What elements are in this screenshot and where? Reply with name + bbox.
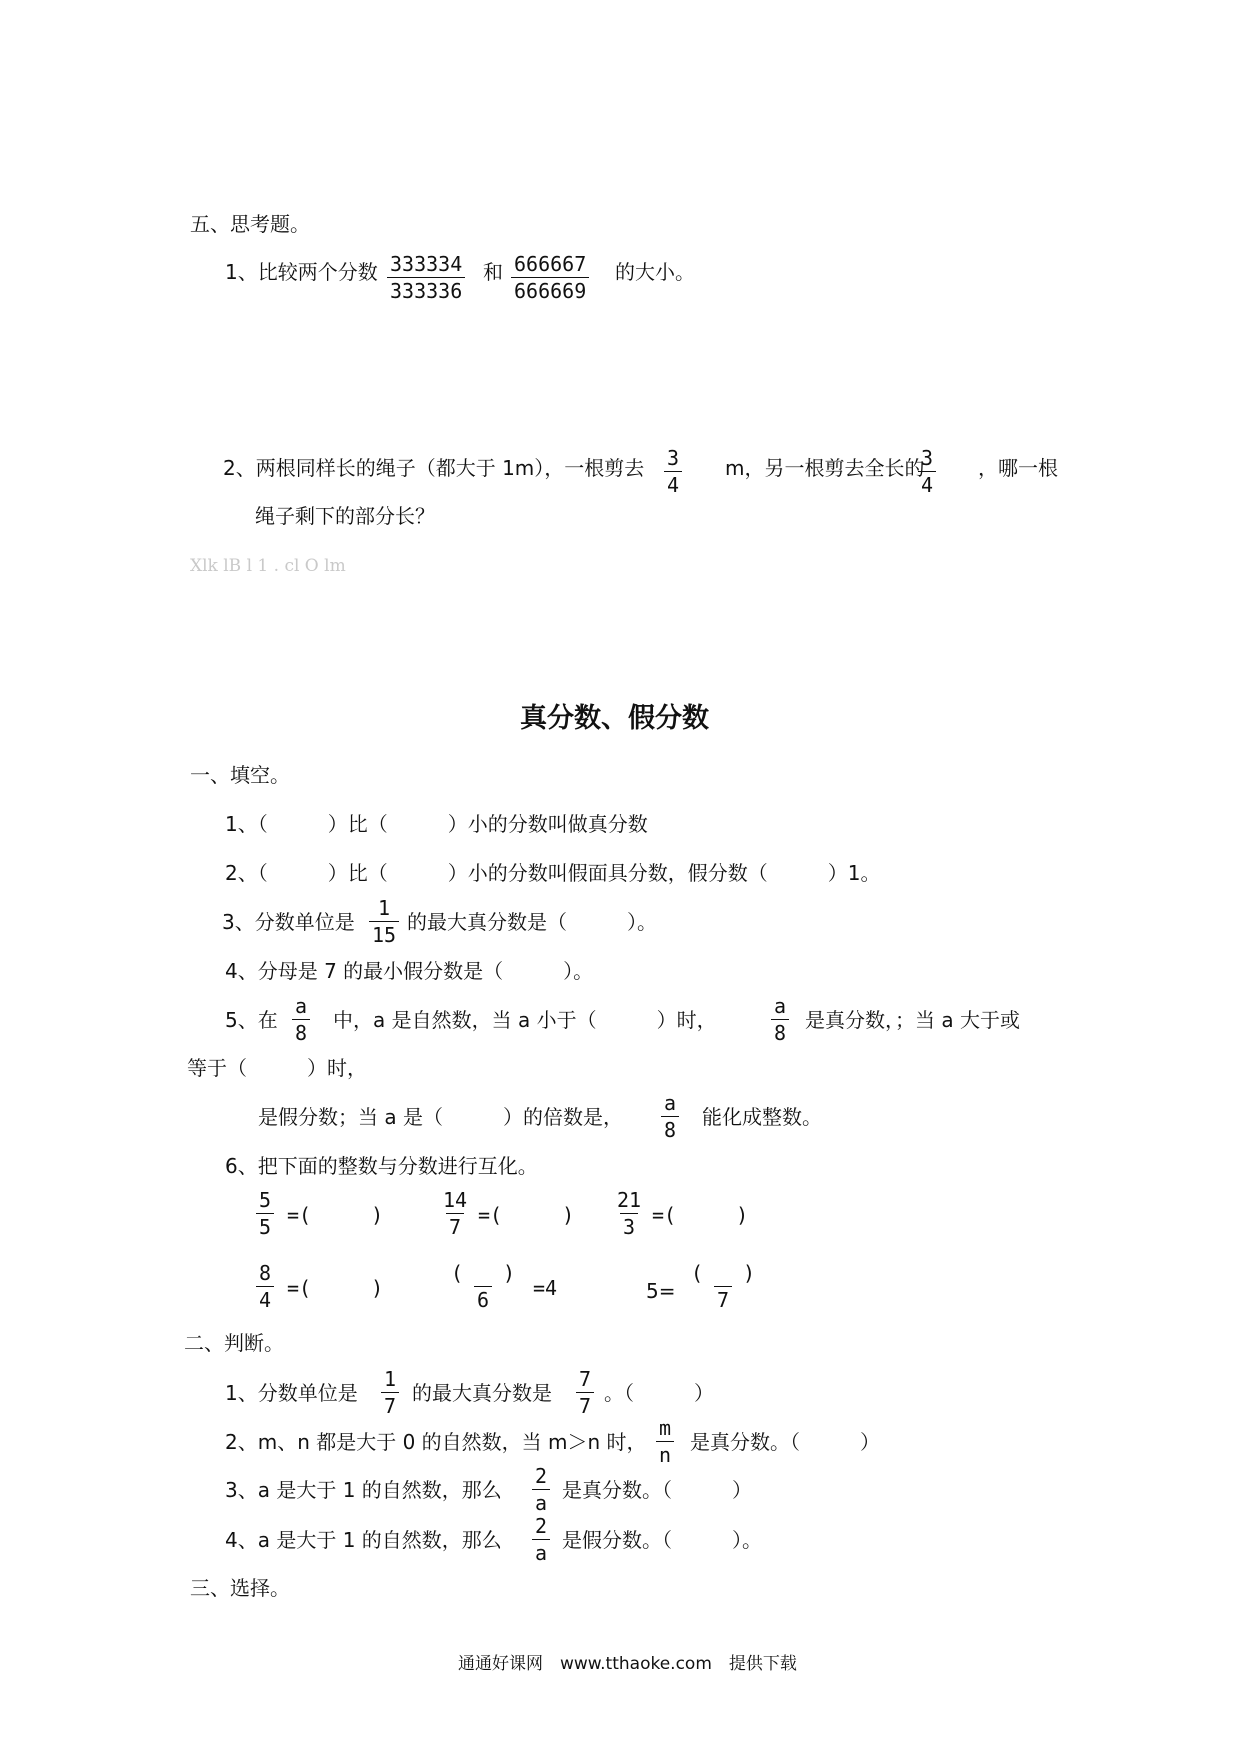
- denominator: 4: [664, 471, 682, 495]
- q1-3-text-a: 3、分数单位是: [222, 910, 355, 934]
- q5-1-text-b: 和: [483, 260, 503, 284]
- q1-3-text-b: 的最大真分数是（ ）。: [407, 910, 657, 934]
- denominator: 333336: [387, 277, 465, 301]
- q5-2-text-a: 2、两根同样长的绳子（都大于 1m），一根剪去: [223, 456, 645, 480]
- denominator: 666669: [511, 277, 589, 301]
- fraction-m-n: [656, 1418, 674, 1465]
- section-heading-1: 一、填空。: [190, 763, 290, 787]
- conversion-blank: =( ): [287, 1276, 384, 1300]
- denominator: 6: [474, 1286, 492, 1310]
- q5-2-line2: 绳子剩下的部分长？: [255, 504, 435, 528]
- q2-2-text-a: 2、m、n 都是大于 0 的自然数，当 m＞n 时，: [225, 1430, 647, 1454]
- denominator: 7: [714, 1286, 732, 1310]
- section-heading-5: 五、思考题。: [190, 212, 310, 236]
- denominator: 3: [620, 1213, 638, 1237]
- q1-2-text: 2、（ ）比（ ）小的分数叫假面具分数，假分数（ ）1。: [225, 861, 881, 885]
- numerator: a: [295, 994, 308, 1018]
- fraction-666667-666669: [511, 254, 589, 301]
- q1-5-text-a: 5、在: [225, 1008, 278, 1032]
- numerator: 666667: [514, 252, 587, 276]
- q2-4-text-b: 是假分数。（ ）。: [562, 1528, 762, 1552]
- q5-2-text-c: ，哪一根: [978, 456, 1058, 480]
- numerator: m: [659, 1416, 672, 1440]
- q5-1-text-c: 的大小。: [615, 260, 695, 284]
- fraction-8-4: [256, 1263, 274, 1310]
- fraction-a-8: [771, 996, 789, 1043]
- conversion-blank: =( ): [652, 1203, 749, 1227]
- q2-4-text-a: 4、a 是大于 1 的自然数，那么: [225, 1528, 502, 1552]
- fraction-2-a: [532, 1516, 550, 1563]
- q1-5-line3-a: 是假分数；当 a 是（ ）的倍数是，: [258, 1105, 623, 1129]
- fraction-blank-7: [688, 1263, 758, 1310]
- fraction-21-3: [614, 1190, 644, 1237]
- numerator: a: [664, 1091, 677, 1115]
- fraction-3-4: [918, 448, 936, 495]
- denominator: 8: [661, 1116, 679, 1140]
- numerator: ( ): [451, 1261, 516, 1285]
- q2-2-text-b: 是真分数。（ ）: [690, 1430, 880, 1454]
- q1-4-text: 4、分母是 7 的最小假分数是（ ）。: [225, 959, 594, 983]
- denominator: 15: [369, 921, 399, 945]
- fraction-14-7: [440, 1190, 470, 1237]
- q5-2-text-b: m，另一根剪去全长的: [725, 456, 925, 480]
- denominator: 8: [771, 1019, 789, 1043]
- numerator: 8: [259, 1261, 272, 1285]
- numerator: 2: [535, 1464, 548, 1488]
- numerator: 7: [579, 1367, 592, 1391]
- q1-5-line2: 等于（ ）时，: [187, 1056, 367, 1080]
- q2-1-text-b: 的最大真分数是: [412, 1381, 552, 1405]
- numerator: a: [774, 994, 787, 1018]
- conversion-result: =4: [533, 1276, 558, 1300]
- fraction-a-8: [661, 1093, 679, 1140]
- conversion-prefix: 5=: [646, 1279, 676, 1303]
- q1-5-text-b: 中，a 是自然数，当 a 小于（ ）时，: [333, 1008, 717, 1032]
- denominator: 7: [381, 1392, 399, 1416]
- page-title: 真分数、假分数: [520, 703, 709, 734]
- fraction-333334-333336: [387, 254, 465, 301]
- numerator: 1: [378, 896, 391, 920]
- denominator: 7: [446, 1213, 464, 1237]
- watermark-text: Xlk lB l 1 . cl O lm: [190, 556, 346, 576]
- denominator: 4: [918, 471, 936, 495]
- denominator: 5: [256, 1213, 274, 1237]
- conversion-blank: =( ): [287, 1203, 384, 1227]
- numerator: ( ): [691, 1261, 756, 1285]
- fraction-1-7: [381, 1369, 399, 1416]
- q5-1-text-a: 1、比较两个分数: [225, 260, 378, 284]
- q2-3-text-a: 3、a 是大于 1 的自然数，那么: [225, 1478, 502, 1502]
- numerator: 21: [617, 1188, 642, 1212]
- numerator: 5: [259, 1188, 272, 1212]
- q1-6-heading: 6、把下面的整数与分数进行互化。: [225, 1154, 538, 1178]
- fraction-7-7: [576, 1369, 594, 1416]
- denominator: a: [532, 1489, 550, 1513]
- q1-1-text: 1、（ ）比（ ）小的分数叫做真分数: [225, 812, 648, 836]
- fraction-a-8: [292, 996, 310, 1043]
- denominator: a: [532, 1539, 550, 1563]
- fraction-3-4: [664, 448, 682, 495]
- q2-3-text-b: 是真分数。（ ）: [562, 1478, 752, 1502]
- denominator: 7: [576, 1392, 594, 1416]
- fraction-1-15: [369, 898, 399, 945]
- q1-5-line3-b: 能化成整数。: [702, 1105, 822, 1129]
- section-heading-2: 二、判断。: [184, 1331, 284, 1355]
- conversion-blank: =( ): [478, 1203, 575, 1227]
- numerator: 3: [667, 446, 680, 470]
- denominator: n: [656, 1441, 674, 1465]
- numerator: 3: [921, 446, 934, 470]
- q2-1-text-c: 。（ ）: [604, 1381, 714, 1405]
- fraction-blank-6: [448, 1263, 518, 1310]
- section-heading-3: 三、选择。: [190, 1576, 290, 1600]
- numerator: 333334: [390, 252, 463, 276]
- q1-5-text-c: 是真分数，；当 a 大于或: [805, 1008, 1020, 1032]
- fraction-5-5: [256, 1190, 274, 1237]
- footer-text: 通通好课网 www.tthaoke.com 提供下载: [458, 1654, 797, 1674]
- denominator: 4: [256, 1286, 274, 1310]
- numerator: 1: [384, 1367, 397, 1391]
- q2-1-text-a: 1、分数单位是: [225, 1381, 358, 1405]
- numerator: 2: [535, 1514, 548, 1538]
- denominator: 8: [292, 1019, 310, 1043]
- numerator: 14: [443, 1188, 468, 1212]
- fraction-2-a: [532, 1466, 550, 1513]
